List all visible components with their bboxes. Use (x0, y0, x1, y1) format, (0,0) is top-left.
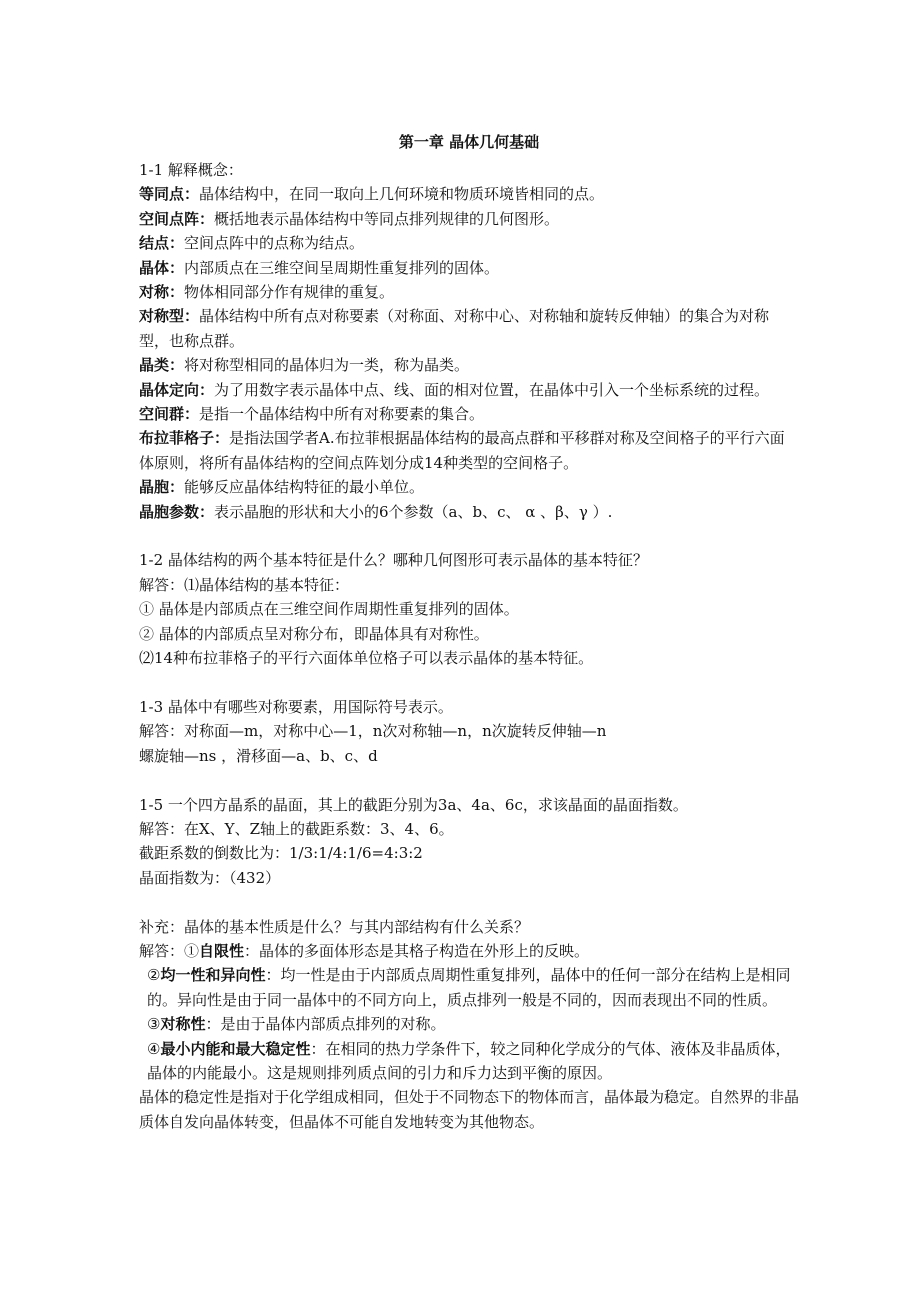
section-5-heading: 补充：晶体的基本性质是什么？与其内部结构有什么关系？ (139, 917, 530, 936)
property-term: 对称性 (160, 1015, 206, 1034)
answer-line: 解答：对称面—m，对称中心—1，n次对称轴—n，n次旋转反伸轴—n (139, 722, 607, 741)
definition-text: 概括地表示晶体结构中等同点排列规律的几何图形。 (214, 209, 560, 228)
definition-text: 晶体结构中，在同一取向上几何环境和物质环境皆相同的点。 (199, 185, 605, 204)
property-text: ：均一性是由于内部质点周期性重复排列，晶体中的任何一部分在结构上是相同的。异向性是由于同一晶体中的不同方向上，质点排列一般是不同的，因而表现出不同的性质。 (147, 966, 791, 1009)
property-prefix: 解答：① (139, 941, 200, 960)
property-paragraph: 晶体的稳定性是指对于化学组成相同，但处于不同物态下的物体而言，晶体最为稳定。自然界的非晶质体自发向晶体转变，但晶体不可能自发地转变为其他物态。 (139, 1088, 800, 1131)
definition-term: 晶胞参数： (139, 502, 215, 521)
property-text: ：是由于晶体内部质点排列的对称。 (205, 1015, 446, 1034)
section-4-heading: 1-5 一个四方晶系的晶面，其上的截距分别为3a、4a、6c，求该晶面的晶面指数。 (139, 795, 688, 814)
answer-line: ⑵14种布拉菲格子的平行六面体单位格子可以表示晶体的基本特征。 (139, 649, 594, 668)
answer-line: ② 晶体的内部质点呈对称分布，即晶体具有对称性。 (139, 624, 489, 643)
definition-text: 内部质点在三维空间呈周期性重复排列的固体。 (184, 258, 500, 277)
answer-line: 解答：在X、Y、Z轴上的截距系数：3、4、6。 (139, 819, 454, 838)
property-text: ：晶体的多面体形态是其格子构造在外形上的反映。 (244, 941, 590, 960)
definition-term: 空间群： (139, 405, 200, 424)
property-term: 均一性和异向性 (160, 966, 266, 985)
section-1-heading: 1-1 解释概念： (139, 161, 243, 179)
spacer (139, 524, 799, 548)
property-paragraph (139, 939, 799, 963)
property-text: ：在相同的热力学条件下，较之同种化学成分的气体、液体及非晶质体，晶体的内能最小。这是规则排列质点间的引力和斥力达到平衡的原因。 (147, 1039, 791, 1082)
definition (139, 207, 799, 231)
definition-text: 空间点阵中的点称为结点。 (184, 234, 365, 253)
spacer (139, 671, 799, 695)
definition-term: 对称： (139, 283, 185, 302)
definition (139, 402, 799, 426)
definition-text: 是指一个晶体结构中所有对称要素的集合。 (199, 405, 485, 424)
definition-term: 对称型： (139, 307, 200, 326)
answer-line: ① 晶体是内部质点在三维空间作周期性重复排列的固体。 (139, 600, 519, 619)
property-paragraph (139, 963, 799, 1012)
property-prefix: ② (147, 966, 161, 985)
definition (139, 426, 799, 475)
definition-term: 空间点阵： (139, 209, 215, 228)
definition-text: 表示晶胞的形状和大小的6个参数（a、b、c、 α 、β、γ ）. (214, 502, 613, 521)
definition-text: 物体相同部分作有规律的重复。 (184, 283, 395, 302)
definition (139, 231, 799, 255)
definition-term: 晶体： (139, 258, 185, 277)
answer-line: 截距系数的倒数比为：1/3:1/4:1/6=4:3:2 (139, 844, 423, 863)
definition (139, 353, 799, 377)
answer-line: 解答：⑴晶体结构的基本特征： (139, 575, 350, 594)
section-2-heading: 1-2 晶体结构的两个基本特征是什么？哪种几何图形可表示晶体的基本特征？ (139, 551, 648, 570)
chapter-title: 第一章 晶体几何基础 (398, 133, 540, 151)
property-prefix: ③ (147, 1015, 161, 1034)
definition (139, 256, 799, 280)
definition-term: 晶类： (139, 356, 185, 375)
definition-term: 晶体定向： (139, 380, 215, 399)
definition-term: 结点： (139, 234, 185, 253)
definition-term: 布拉菲格子： (139, 429, 230, 448)
definition (139, 475, 799, 499)
property-paragraph (139, 1012, 799, 1036)
property-prefix: ④ (147, 1039, 161, 1058)
definition-term: 等同点： (139, 185, 200, 204)
definition-text: 将对称型相同的晶体归为一类，称为晶类。 (184, 356, 470, 375)
spacer (139, 890, 799, 914)
property-term: 最小内能和最大稳定性 (160, 1039, 311, 1058)
definition-text: 晶体结构中所有点对称要素（对称面、对称中心、对称轴和旋转反伸轴）的集合为对称型，也称点群。 (139, 307, 770, 350)
definition-text: 是指法国学者A.布拉菲根据晶体结构的最高点群和平移群对称及空间格子的平行六面体原则，将所有晶体结构的空间点阵划分成14种类型的空间格子。 (139, 429, 785, 472)
definition-text: 能够反应晶体结构特征的最小单位。 (184, 478, 425, 497)
definition-text: 为了用数字表示晶体中点、线、面的相对位置，在晶体中引入一个坐标系统的过程。 (214, 380, 770, 399)
spacer (139, 768, 799, 792)
definition (139, 182, 799, 206)
answer-line: 螺旋轴—ns ，滑移面—a、b、c、d (139, 746, 378, 765)
document-page (139, 128, 799, 1134)
definition (139, 304, 799, 353)
definition (139, 280, 799, 304)
property-paragraph (139, 1037, 799, 1086)
definition (139, 500, 799, 524)
property-term: 自限性 (199, 941, 245, 960)
definition (139, 378, 799, 402)
answer-line: 晶面指数为：（432） (139, 868, 281, 887)
definition-term: 晶胞： (139, 478, 185, 497)
section-3-heading: 1-3 晶体中有哪些对称要素，用国际符号表示。 (139, 697, 453, 716)
